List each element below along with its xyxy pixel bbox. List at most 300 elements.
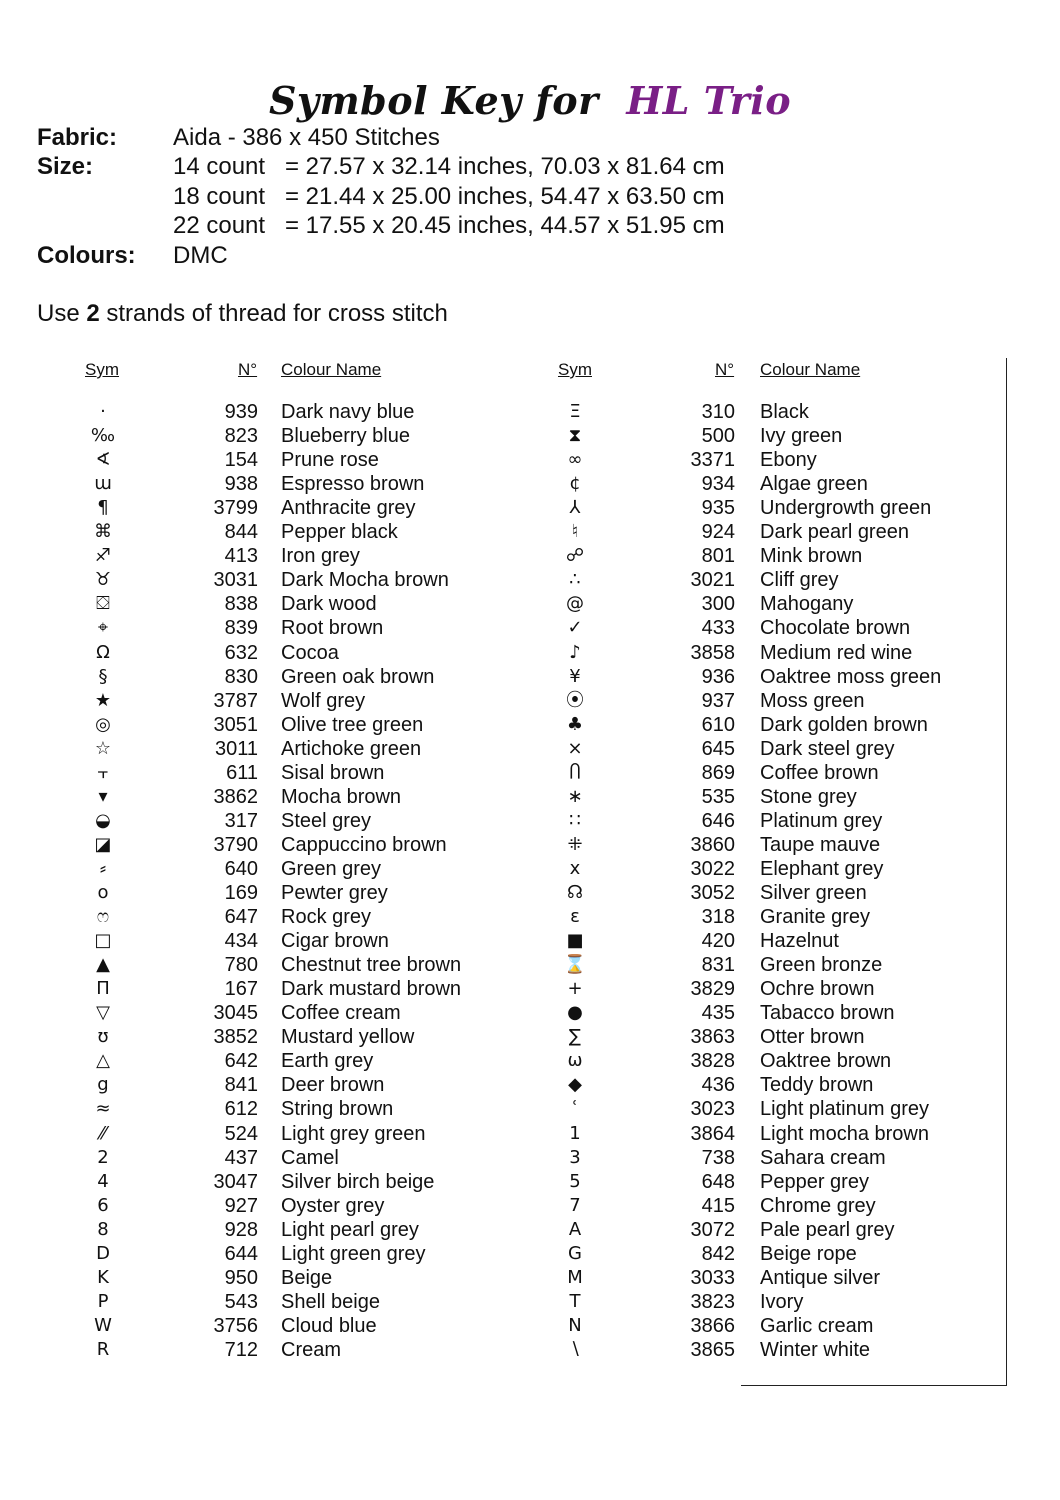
colour-name: Undergrowth green — [760, 497, 932, 520]
colour-name: Dark golden brown — [760, 713, 928, 736]
colour-name: Mink brown — [760, 545, 863, 568]
colour-name: Root brown — [281, 617, 384, 640]
stitch-symbol: ▽ — [96, 1002, 110, 1024]
colours-label: Colours: — [37, 242, 136, 269]
dmc-number: 3756 — [213, 1314, 258, 1337]
stitch-symbol: § — [98, 665, 108, 687]
dmc-number: 838 — [224, 593, 258, 616]
dmc-number: 437 — [224, 1146, 258, 1169]
stitch-symbol: ∖ — [569, 1338, 581, 1360]
colour-name: Black — [760, 401, 809, 423]
stitch-symbol: N — [568, 1314, 582, 1336]
dmc-number: 939 — [224, 401, 258, 423]
dmc-number: 524 — [224, 1122, 258, 1145]
dmc-number: 3045 — [213, 1002, 258, 1025]
table-row — [0, 641, 1000, 665]
colour-name: Camel — [281, 1146, 339, 1169]
dmc-number: 154 — [224, 449, 258, 472]
stitch-symbol: ω — [567, 1050, 583, 1072]
colour-name: Light mocha brown — [760, 1122, 929, 1145]
stitch-symbol: T — [569, 1290, 581, 1312]
stitch-symbol: ◆ — [568, 1074, 582, 1096]
colour-name: Ochre brown — [760, 978, 875, 1001]
stitch-symbol: P — [97, 1290, 109, 1312]
stitch-symbol: ☊ — [567, 882, 583, 903]
colour-name: Cappuccino brown — [281, 833, 447, 856]
colour-name: Oaktree brown — [760, 1050, 892, 1073]
dmc-number: 318 — [701, 906, 735, 929]
colour-name: Moss green — [760, 689, 865, 712]
colour-name: Silver birch beige — [281, 1170, 435, 1193]
dmc-number: 3047 — [213, 1170, 258, 1193]
colour-name: Antique silver — [760, 1266, 881, 1289]
dmc-number: 924 — [701, 521, 735, 544]
stitch-symbol: △ — [96, 1050, 110, 1072]
colour-name: Otter brown — [760, 1026, 865, 1049]
dmc-number: 869 — [701, 761, 735, 784]
stitch-symbol: ☍ — [565, 545, 585, 567]
dmc-number: 780 — [224, 954, 258, 977]
table-row — [0, 544, 1000, 568]
colour-name: Artichoke green — [281, 737, 422, 760]
colour-name: Winter white — [760, 1338, 871, 1361]
stitch-symbol: · — [100, 401, 106, 422]
dmc-number: 3052 — [690, 882, 735, 904]
stitch-symbol: ⌘ — [94, 521, 112, 543]
size-label: Size: — [37, 153, 94, 180]
table-row — [0, 1338, 1000, 1362]
dmc-number: 167 — [224, 978, 258, 1001]
size-dimensions: = 27.57 x 32.14 inches, 70.03 x 81.64 cm — [285, 153, 725, 180]
dmc-number: 433 — [701, 617, 735, 640]
stitch-symbol: g — [97, 1074, 109, 1096]
dmc-number: 738 — [701, 1146, 735, 1169]
fabric-label: Fabric: — [37, 124, 118, 151]
table-row — [0, 785, 1000, 809]
colour-name: Hazelnut — [760, 930, 839, 953]
colour-name: Earth grey — [281, 1050, 374, 1073]
colour-name: Taupe mauve — [760, 833, 881, 856]
stitch-symbol: 2 — [97, 1146, 109, 1168]
stitch-symbol: @ — [566, 593, 584, 615]
dmc-number: 3072 — [690, 1218, 735, 1241]
stitch-symbol: ≈ — [95, 1098, 111, 1120]
colour-name: String brown — [281, 1098, 394, 1121]
colour-name: Olive tree green — [281, 713, 424, 736]
colour-name: Stone grey — [760, 785, 857, 808]
colour-name: Teddy brown — [760, 1074, 874, 1097]
dmc-number: 3031 — [213, 569, 258, 592]
stitch-symbol: ⁄⁄ — [99, 1122, 106, 1144]
stitch-symbol: ◎ — [95, 713, 111, 735]
stitch-symbol: 5 — [569, 1170, 581, 1192]
dmc-number: 632 — [224, 641, 258, 664]
colour-name: Light green grey — [281, 1242, 426, 1265]
stitch-symbol: Π — [96, 978, 110, 1000]
header-num-right: N° — [715, 360, 735, 379]
dmc-number: 640 — [224, 857, 258, 880]
stitch-symbol: Ξ — [569, 401, 581, 422]
dmc-number: 3022 — [690, 857, 735, 880]
colour-name: Pepper black — [281, 521, 398, 544]
colour-name: Granite grey — [760, 906, 871, 929]
stitch-symbol: ∞ — [567, 449, 583, 471]
colour-name: Light pearl grey — [281, 1218, 419, 1241]
colour-name: Cliff grey — [760, 569, 839, 592]
colour-name: Dark Mocha brown — [281, 569, 449, 592]
stitch-symbol: ∴ — [569, 569, 581, 591]
colour-name: Blueberry blue — [281, 425, 410, 448]
colours-value: DMC — [173, 242, 228, 269]
size-count: 18 count — [173, 183, 266, 210]
table-row — [0, 616, 1000, 640]
dmc-number: 831 — [701, 954, 735, 977]
dmc-number: 3865 — [690, 1338, 735, 1361]
size-dimensions: = 21.44 x 25.00 inches, 54.47 x 63.50 cm — [285, 183, 725, 210]
colour-name: Cocoa — [281, 641, 339, 664]
table-row — [0, 929, 1000, 953]
stitch-symbol: 1 — [569, 1122, 581, 1144]
dmc-number: 535 — [701, 785, 735, 808]
dmc-number: 937 — [701, 689, 735, 712]
stitch-symbol: □ — [94, 930, 112, 952]
page-title — [0, 78, 1060, 123]
colour-name: Silver green — [760, 882, 867, 904]
table-row — [0, 1218, 1000, 1242]
stitch-symbol: Ω — [96, 641, 110, 663]
stitch-symbol: ◪ — [94, 833, 112, 855]
dmc-number: 3860 — [690, 833, 735, 856]
dmc-number: 317 — [224, 809, 258, 832]
stitch-symbol: ♉ — [94, 569, 112, 591]
colour-name: Green bronze — [760, 954, 883, 977]
stitch-symbol: D — [96, 1242, 110, 1264]
dmc-number: 3863 — [690, 1026, 735, 1049]
table-row — [0, 857, 1000, 881]
colour-name: Sisal brown — [281, 761, 385, 784]
table-row — [0, 1194, 1000, 1218]
table-row — [0, 761, 1000, 785]
stitch-symbol: ♐ — [94, 545, 112, 567]
stitch-symbol: 6 — [97, 1194, 109, 1216]
dmc-number: 610 — [701, 713, 735, 736]
stitch-symbol: R — [96, 1338, 110, 1360]
header-sym-left: Sym — [85, 360, 119, 379]
dmc-number: 3023 — [690, 1098, 735, 1121]
table-row — [0, 1266, 1000, 1290]
dmc-number: 3051 — [213, 713, 258, 736]
stitch-symbol: o — [97, 882, 109, 903]
table-row — [0, 448, 1000, 472]
stitch-symbol: ☆ — [94, 737, 112, 759]
stitch-symbol: 8 — [97, 1218, 109, 1240]
table-row — [0, 1314, 1000, 1338]
stitch-symbol: ♣ — [566, 713, 584, 735]
stitch-symbol: ♪ — [569, 641, 581, 663]
colour-name: Medium red wine — [760, 641, 913, 664]
table-row — [0, 977, 1000, 1001]
dmc-number: 435 — [701, 1002, 735, 1025]
stitch-symbol: A — [568, 1218, 582, 1240]
table-row — [0, 713, 1000, 737]
dmc-number: 3864 — [690, 1122, 735, 1145]
stitch-symbol: ■ — [566, 930, 584, 952]
strands-instruction: Use 2 strands of thread for cross stitch — [37, 300, 448, 327]
table-row — [0, 665, 1000, 689]
colour-name: Prune rose — [281, 449, 379, 472]
dmc-number: 936 — [701, 665, 735, 688]
colour-name: Ivory — [760, 1290, 804, 1313]
table-row — [0, 1049, 1000, 1073]
table-row — [0, 953, 1000, 977]
table-row — [0, 1290, 1000, 1314]
header-num-left: N° — [238, 360, 258, 379]
right-border-line — [1006, 358, 1007, 1386]
stitch-symbol: ɯ — [94, 473, 112, 495]
colour-name: Platinum grey — [760, 809, 883, 832]
table-row — [0, 472, 1000, 496]
colour-name: Steel grey — [281, 809, 372, 832]
colour-name: Wolf grey — [281, 689, 366, 712]
dmc-number: 3011 — [214, 737, 258, 760]
stitch-symbol: ʿ — [572, 1098, 578, 1120]
table-row — [0, 833, 1000, 857]
stitch-symbol: Ⴖ — [569, 761, 581, 783]
dmc-number: 310 — [701, 401, 735, 423]
colour-name: Ivy green — [760, 425, 843, 448]
stitch-symbol: ⅄ — [569, 497, 581, 519]
size-dimensions: = 17.55 x 20.45 inches, 44.57 x 51.95 cm — [285, 212, 725, 239]
stitch-symbol: ∷ — [569, 809, 581, 831]
table-row — [0, 809, 1000, 833]
colour-name: Dark wood — [281, 593, 377, 616]
colour-name: Chrome grey — [760, 1194, 876, 1217]
dmc-number: 950 — [224, 1266, 258, 1289]
colour-name: Chestnut tree brown — [281, 954, 462, 977]
stitch-symbol: ✓ — [567, 617, 583, 639]
table-row — [0, 1146, 1000, 1170]
colour-name: Beige — [281, 1266, 333, 1289]
header-name-left: Colour Name — [281, 360, 382, 379]
colour-name: Oaktree moss green — [760, 665, 942, 688]
dmc-number: 3033 — [690, 1266, 735, 1289]
colour-name: Algae green — [760, 473, 868, 496]
dmc-number: 436 — [701, 1074, 735, 1097]
stitch-symbol: K — [97, 1266, 109, 1288]
stitch-symbol: ⌖ — [97, 617, 109, 639]
dmc-number: 169 — [224, 882, 258, 904]
colour-name: Pale pearl grey — [760, 1218, 895, 1241]
stitch-symbol: ⫟ — [97, 761, 109, 783]
dmc-number: 611 — [226, 761, 258, 784]
stitch-symbol: ⧗ — [568, 425, 582, 447]
dmc-number: 3021 — [690, 569, 735, 592]
colour-name: Deer brown — [281, 1074, 385, 1097]
stitch-symbol: ⁜ — [567, 833, 583, 855]
stitch-symbol: ෆ — [96, 906, 110, 928]
stitch-symbol: ‰ — [90, 425, 116, 447]
stitch-symbol: ¶ — [97, 497, 109, 519]
colour-name: Chocolate brown — [760, 617, 911, 640]
table-row — [0, 1122, 1000, 1146]
colour-name: Light grey green — [281, 1122, 426, 1145]
dmc-number: 844 — [224, 521, 258, 544]
dmc-number: 413 — [224, 545, 258, 568]
dmc-number: 712 — [224, 1338, 258, 1361]
colour-name: Ebony — [760, 449, 817, 472]
colour-name: Green oak brown — [281, 665, 435, 688]
dmc-number: 646 — [701, 809, 735, 832]
colour-name: Pepper grey — [760, 1170, 869, 1193]
table-row — [0, 737, 1000, 761]
dmc-number: 3862 — [213, 785, 258, 808]
dmc-number: 434 — [224, 930, 258, 953]
fabric-value: Aida - 386 x 450 Stitches — [173, 124, 440, 151]
dmc-number: 801 — [701, 545, 735, 568]
dmc-number: 934 — [701, 473, 735, 496]
colour-name: Coffee cream — [281, 1002, 401, 1025]
bottom-border-line — [741, 1385, 1007, 1386]
table-row — [0, 1097, 1000, 1121]
colour-name: Rock grey — [281, 906, 372, 929]
colour-name: Light platinum grey — [760, 1098, 929, 1121]
colour-name: Coffee brown — [760, 761, 879, 784]
table-row — [0, 496, 1000, 520]
stitch-symbol: M — [567, 1266, 583, 1288]
colour-name: Sahara cream — [760, 1146, 886, 1169]
dmc-number: 3371 — [690, 449, 735, 472]
colour-name: Tabacco brown — [760, 1002, 895, 1025]
stitch-symbol: G — [568, 1242, 582, 1264]
pattern-name: HL Trio — [626, 78, 792, 123]
colour-name: Cream — [281, 1338, 342, 1361]
table-row — [0, 592, 1000, 616]
table-row — [0, 1242, 1000, 1266]
colour-name: Mocha brown — [281, 785, 402, 808]
colour-name: Pewter grey — [281, 882, 388, 904]
dmc-number: 3858 — [690, 641, 735, 664]
colour-name: Garlic cream — [760, 1314, 874, 1337]
stitch-symbol: ⌛ — [563, 954, 587, 976]
dmc-number: 420 — [701, 930, 735, 953]
table-row — [0, 1025, 1000, 1049]
colour-name: Cigar brown — [281, 930, 389, 953]
stitch-symbol: ʊ — [97, 1026, 109, 1048]
colour-name: Dark pearl green — [760, 521, 909, 544]
stitch-symbol: ♮ — [571, 521, 579, 543]
title-prefix: Symbol Key for — [268, 78, 599, 123]
stitch-symbol: 3 — [569, 1146, 581, 1168]
colour-name: Green grey — [281, 857, 382, 880]
table-row — [0, 424, 1000, 448]
dmc-number: 3790 — [213, 833, 258, 856]
stitch-symbol: ε — [570, 906, 580, 928]
dmc-number: 500 — [701, 425, 735, 448]
dmc-number: 3823 — [690, 1290, 735, 1313]
dmc-number: 415 — [701, 1194, 735, 1217]
colour-name: Iron grey — [281, 545, 360, 568]
table-row — [0, 400, 1000, 424]
table-row — [0, 520, 1000, 544]
stitch-symbol: ⸗ — [100, 857, 106, 879]
stitch-symbol: x — [569, 857, 581, 879]
colour-name: Espresso brown — [281, 473, 425, 496]
stitch-symbol: W — [94, 1314, 112, 1336]
stitch-symbol: ∗ — [567, 785, 583, 807]
stitch-symbol: ⨯ — [567, 737, 583, 759]
stitch-symbol: ★ — [94, 689, 112, 711]
dmc-number: 935 — [701, 497, 735, 520]
colour-name: Beige rope — [760, 1242, 857, 1265]
table-row — [0, 881, 1000, 905]
stitch-symbol: + — [567, 978, 583, 1000]
dmc-number: 839 — [224, 617, 258, 640]
dmc-number: 647 — [224, 906, 258, 929]
stitch-symbol: ¢ — [569, 473, 581, 495]
colour-name: Mustard yellow — [281, 1026, 415, 1049]
size-count: 22 count — [173, 212, 266, 239]
dmc-number: 823 — [224, 425, 258, 448]
colour-name: Dark mustard brown — [281, 978, 462, 1001]
table-row — [0, 905, 1000, 929]
dmc-number: 927 — [224, 1194, 258, 1217]
dmc-number: 300 — [701, 593, 735, 616]
dmc-number: 645 — [701, 737, 735, 760]
size-count: 14 count — [173, 153, 266, 180]
strand-count: 2 — [86, 300, 100, 327]
dmc-number: 3828 — [690, 1050, 735, 1073]
stitch-symbol: ⛋ — [96, 593, 110, 615]
stitch-symbol: ⦿ — [566, 689, 584, 711]
table-row — [0, 568, 1000, 592]
stitch-symbol: ▾ — [98, 785, 108, 807]
stitch-symbol: ◒ — [95, 809, 111, 831]
table-row — [0, 689, 1000, 713]
dmc-number: 3866 — [690, 1314, 735, 1337]
header-sym-right: Sym — [558, 360, 592, 379]
stitch-symbol: 4 — [97, 1170, 109, 1192]
stitch-symbol: ∢ — [95, 449, 111, 471]
table-row — [0, 1001, 1000, 1025]
table-row — [0, 1073, 1000, 1097]
dmc-number: 928 — [224, 1218, 258, 1241]
stitch-symbol: ● — [567, 1002, 583, 1024]
colour-name: Oyster grey — [281, 1194, 385, 1217]
header-name-right: Colour Name — [760, 360, 861, 379]
colour-name: Elephant grey — [760, 857, 884, 880]
stitch-symbol: ▲ — [96, 954, 110, 976]
dmc-number: 543 — [224, 1290, 258, 1313]
dmc-number: 842 — [701, 1242, 735, 1265]
dmc-number: 3787 — [213, 689, 258, 712]
dmc-number: 642 — [224, 1050, 258, 1073]
dmc-number: 612 — [224, 1098, 258, 1121]
table-row — [0, 1170, 1000, 1194]
stitch-symbol: 7 — [569, 1194, 581, 1216]
dmc-number: 3799 — [213, 497, 258, 520]
colour-name: Shell beige — [281, 1290, 380, 1313]
dmc-number: 3852 — [213, 1026, 258, 1049]
stitch-symbol: ∑ — [568, 1026, 582, 1048]
dmc-number: 841 — [224, 1074, 258, 1097]
colour-name: Mahogany — [760, 593, 854, 616]
colour-name: Dark navy blue — [281, 401, 415, 423]
dmc-number: 938 — [224, 473, 258, 496]
colour-name: Cloud blue — [281, 1314, 377, 1337]
colour-name: Anthracite grey — [281, 497, 416, 520]
stitch-symbol: ¥ — [569, 665, 581, 687]
dmc-number: 830 — [224, 665, 258, 688]
